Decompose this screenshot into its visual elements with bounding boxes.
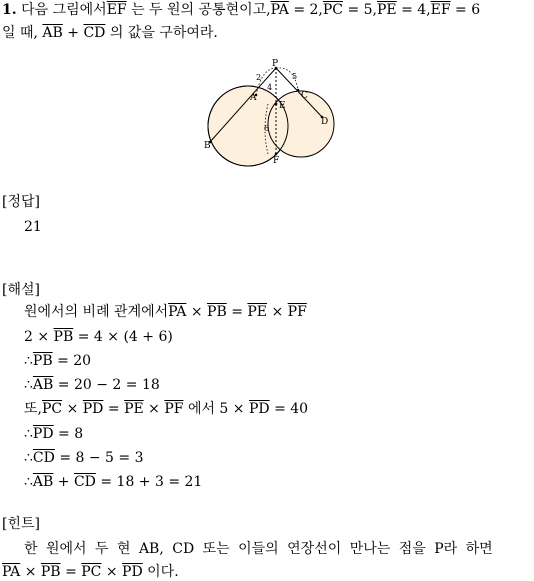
solution-math: = 40 bbox=[274, 401, 309, 417]
therefore-sign: ∴ bbox=[24, 377, 33, 393]
label-c: C bbox=[301, 91, 308, 101]
solution-text: 또, bbox=[24, 401, 42, 417]
therefore-sign: ∴ bbox=[24, 474, 33, 490]
equals-sign: = bbox=[107, 401, 120, 417]
segment-cd: $\overline{CD}$ bbox=[73, 474, 96, 490]
therefore-sign: ∴ bbox=[24, 426, 33, 442]
segment-cd: $\overline{CD}$ bbox=[32, 450, 55, 466]
solution-text: 원에서의 비례 관계에서 bbox=[24, 304, 169, 320]
point-f bbox=[275, 153, 278, 156]
solution-line-1 bbox=[24, 303, 307, 321]
segment-ab: $\overline{AB}$ bbox=[32, 474, 54, 490]
label-p: P bbox=[272, 59, 279, 69]
plus-sign: + bbox=[57, 474, 70, 490]
segment-pb: $\overline{PB}$ bbox=[32, 353, 53, 369]
segment-pc: $\overline{PC}$ bbox=[322, 2, 343, 18]
answer-header: [정답] bbox=[2, 194, 40, 210]
segment-pa: $\overline{PA}$ bbox=[270, 2, 289, 18]
answer-value: 21 bbox=[24, 219, 42, 235]
segment-pe: $\overline{PE}$ bbox=[377, 2, 397, 18]
problem-text: 다음 그림에서 bbox=[21, 2, 107, 18]
equals-sign: = bbox=[65, 564, 77, 580]
hint-text: 이다. bbox=[147, 564, 179, 580]
value-pc: = 5 bbox=[347, 2, 373, 18]
solution-math: = 20 bbox=[57, 353, 92, 369]
solution-line-4 bbox=[24, 376, 160, 394]
problem-text: 는 두 원의 공통현이고, bbox=[131, 2, 271, 18]
times-sign: × bbox=[271, 304, 284, 320]
segment-pb: $\overline{PB}$ bbox=[207, 304, 227, 320]
therefore-sign: ∴ bbox=[24, 450, 33, 466]
segment-pd: $\overline{PD}$ bbox=[32, 426, 54, 442]
solution-math: = 4 × (4 + 6) bbox=[77, 329, 173, 345]
segment-pa: $\overline{PA}$ bbox=[168, 304, 187, 320]
times-sign: × bbox=[66, 401, 79, 417]
label-length-pe: 4 bbox=[267, 83, 273, 92]
segment-pd: $\overline{PD}$ bbox=[82, 401, 104, 417]
times-sign: × bbox=[24, 564, 37, 580]
point-e bbox=[275, 103, 278, 106]
problem-text: 의 값을 구하여라. bbox=[109, 25, 218, 41]
therefore-sign: ∴ bbox=[24, 353, 33, 369]
solution-math: = 8 bbox=[58, 426, 84, 442]
solution-math: = 8 − 5 = 3 bbox=[59, 450, 144, 466]
label-f: F bbox=[273, 156, 280, 166]
times-sign: × bbox=[190, 304, 203, 320]
hint-line-1: 한 원에서 두 현 AB, CD 또는 이들의 연장선이 만나는 점을 P라 하면 bbox=[24, 541, 493, 557]
label-a: A bbox=[250, 93, 257, 103]
segment-pb: $\overline{PB}$ bbox=[53, 329, 74, 345]
solution-header: [해설] bbox=[2, 282, 40, 298]
problem-number: 1. bbox=[2, 2, 17, 18]
segment-pb: $\overline{PB}$ bbox=[40, 564, 61, 580]
label-length-pa: 2 bbox=[256, 73, 262, 82]
segment-ab: $\overline{AB}$ bbox=[42, 25, 63, 41]
segment-pf: $\overline{PF}$ bbox=[287, 304, 307, 320]
segment-pf: $\overline{PF}$ bbox=[164, 401, 184, 417]
problem-line-1: 1. 다음 그림에서$\overline{EF}$ 는 두 원의 공통현이고$,\overline{PA} = 2,\overline{PC} = 5,\overline{PE} = 4,\overline{EF} = 6$ bbox=[2, 2, 481, 18]
times-sign: × bbox=[148, 401, 160, 417]
segment-pd: $\overline{PD}$ bbox=[122, 564, 143, 580]
problem-text: 일 때, bbox=[2, 25, 38, 41]
label-e: E bbox=[279, 101, 286, 111]
segment-ef: $\overline{EF}$ bbox=[106, 2, 127, 18]
solution-line-3 bbox=[24, 352, 91, 370]
solution-line-2 bbox=[24, 328, 173, 346]
value-pe: = 4 bbox=[401, 2, 427, 18]
segment-ab: $\overline{AB}$ bbox=[32, 377, 54, 393]
segment-pa: $\overline{PA}$ bbox=[2, 564, 21, 580]
value-pa: = 2 bbox=[293, 2, 319, 18]
label-b: B bbox=[204, 141, 211, 151]
segment-pe: $\overline{PE}$ bbox=[124, 401, 144, 417]
solution-math: 2 × bbox=[24, 329, 50, 345]
point-c bbox=[297, 89, 300, 92]
label-length-ef: 6 bbox=[264, 124, 270, 133]
segment-pc: $\overline{PC}$ bbox=[81, 564, 102, 580]
hint-header: [힌트] bbox=[2, 516, 40, 532]
solution-text: 에서 5 × bbox=[187, 401, 245, 417]
label-d: D bbox=[321, 117, 329, 127]
hint-line-2 bbox=[2, 563, 179, 581]
geometry-figure bbox=[195, 52, 340, 172]
value-ef: = 6 bbox=[455, 2, 481, 18]
segment-pc: $\overline{PC}$ bbox=[41, 401, 63, 417]
segment-ef: $\overline{EF}$ bbox=[430, 2, 451, 18]
segment-pe: $\overline{PE}$ bbox=[247, 304, 268, 320]
times-sign: × bbox=[105, 564, 118, 580]
plus-sign: + bbox=[67, 25, 79, 41]
segment-pd: $\overline{PD}$ bbox=[248, 401, 270, 417]
problem-line-2 bbox=[2, 24, 218, 42]
equals-sign: = bbox=[231, 304, 243, 320]
solution-line-7 bbox=[24, 449, 143, 467]
solution-line-5 bbox=[24, 400, 308, 418]
solution-math: = 18 + 3 = 21 bbox=[100, 474, 203, 490]
label-length-pc: 5 bbox=[292, 72, 298, 81]
solution-line-8 bbox=[24, 473, 202, 491]
solution-line-6 bbox=[24, 425, 83, 443]
solution-math: = 20 − 2 = 18 bbox=[57, 377, 160, 393]
segment-cd: $\overline{CD}$ bbox=[83, 25, 106, 41]
